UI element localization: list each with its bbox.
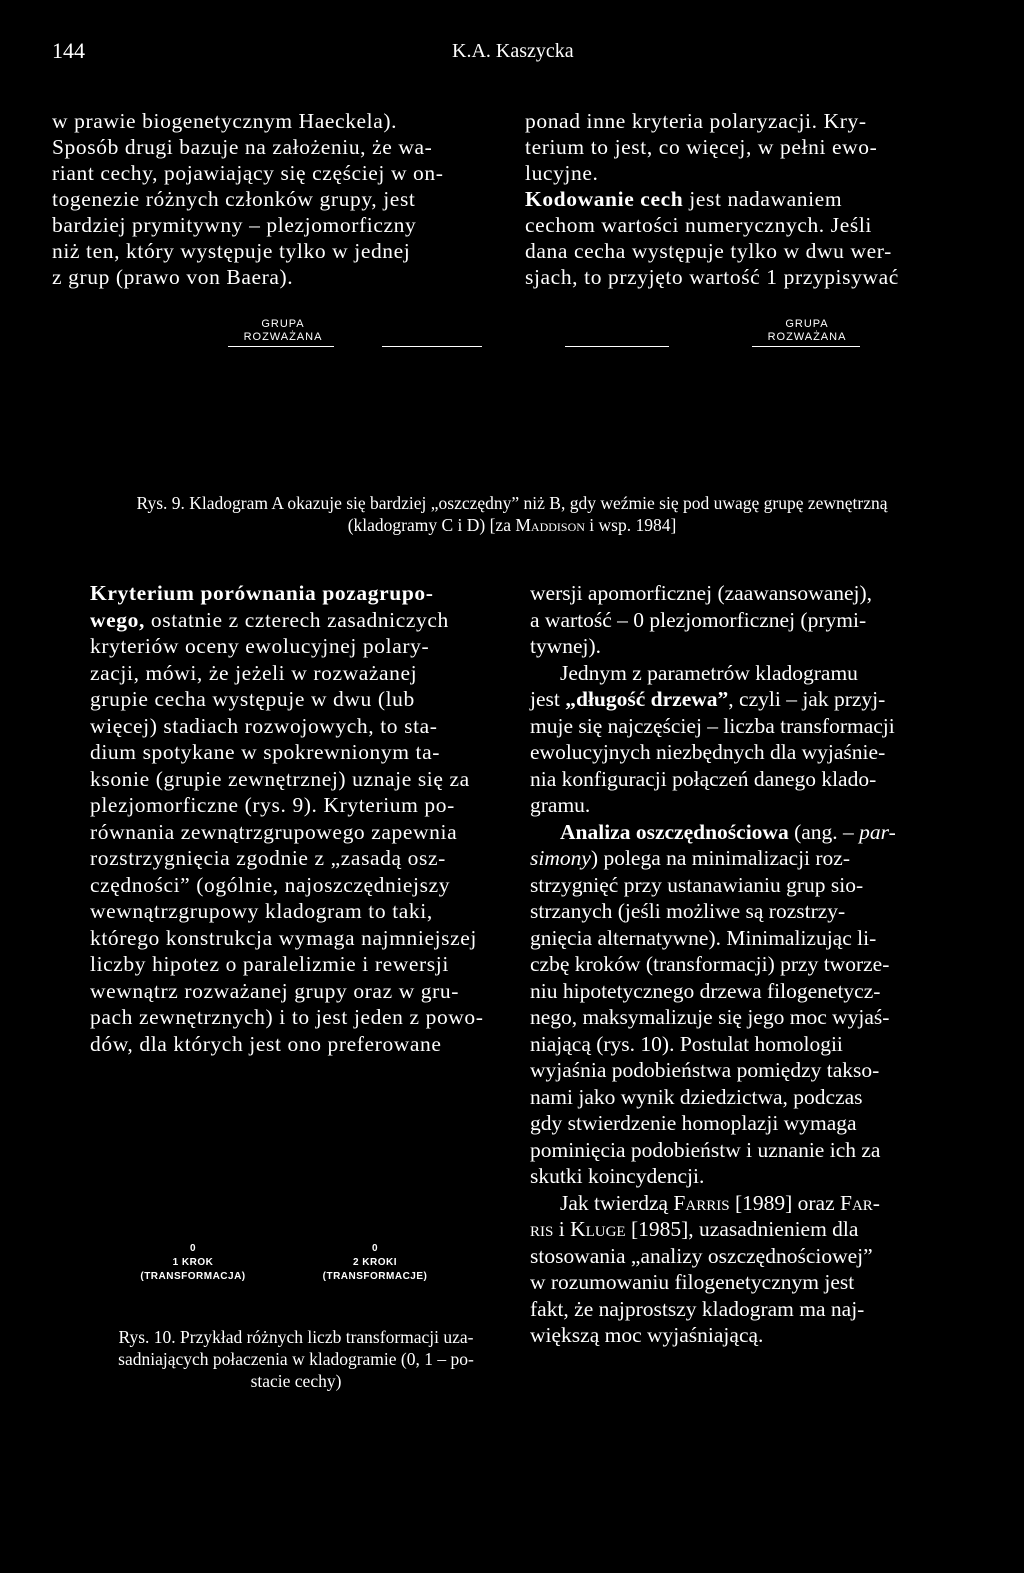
text-line: czbę kroków (transformacji) przy tworze-	[530, 952, 890, 976]
fig9-caption-line1: Rys. 9. Kladogram A okazuje się bardziej „oszczędny” niż B, gdy weźmie się pod uwagę grupę zewnętrzną	[136, 493, 888, 513]
text-line: niż ten, który występuje tylko w jednej	[52, 239, 411, 263]
fig9-label-left	[228, 318, 338, 344]
text-fragment: (ang. –	[788, 819, 860, 844]
text-line: rozstrzygnięcia zgodnie z „zasadą osz-	[90, 846, 446, 870]
fig10-caption-line: sadniających połaczenia w kladogramie (0, 1 – po-	[118, 1349, 474, 1369]
term-parsimony: par-	[859, 819, 896, 844]
text-line: kryteriów oceny ewolucyjnej polary-	[90, 634, 430, 658]
text-line: lucyjne.	[525, 161, 599, 185]
fig9-caption	[0, 492, 1024, 536]
text-line: ewolucyjnych niezbędnych dla wyjaśnie-	[530, 740, 886, 764]
text-line: gnięcia alternatywne). Minimalizując li-	[530, 925, 877, 950]
author-kluge: Kluge	[570, 1217, 626, 1241]
text-line: ponad inne kryteria polaryzacji. Kry-	[525, 109, 867, 133]
text-fragment: [1985], uzasadnieniem dla	[625, 1217, 859, 1241]
author-farris-2-cont: ris	[530, 1217, 554, 1241]
text-line: niu hipotetycznego drzewa filogenetycz-	[530, 978, 881, 1003]
fig9-label-right-line2: ROZWAŻANA	[767, 331, 847, 343]
text-line: grupie cecha występuje w dwu (lub	[90, 687, 415, 711]
text-line: liczby hipotez o paralelizmie i rewersji	[90, 952, 449, 976]
fig9-caption-line2	[0, 514, 1024, 536]
term-dlugosc-drzewa: „długość drzewa”	[565, 687, 729, 711]
fig10-left-steps: 1 KROK	[172, 1257, 214, 1268]
text-line: wyjaśnia podobieństwa pomiędzy takso-	[530, 1058, 880, 1082]
fig10-right-steps: 2 KROKI	[352, 1257, 398, 1268]
term-kryterium-porownania-cont: wego,	[90, 607, 145, 632]
text-line: wewnątrzgrupowy kladogram to taki,	[90, 899, 433, 923]
top-right-column	[525, 108, 973, 290]
text-line: gramu.	[530, 793, 591, 817]
text-line: fakt, że najprostszy kladogram ma naj-	[530, 1296, 865, 1321]
term-kodowanie-cech: Kodowanie cech	[525, 187, 684, 211]
text-line: pach zewnętrznych) i to jest jeden z powo-	[90, 1005, 484, 1029]
text-line: czędności” (ogólnie, najoszczędniejszy	[90, 872, 451, 897]
term-kryterium-porownania: Kryterium porównania pozagrupo-	[90, 581, 434, 605]
text-line: z grup (prawo von Baera).	[52, 265, 294, 289]
text-fragment: jest	[530, 687, 566, 711]
fig10-left-note: (TRANSFORMACJA)	[140, 1271, 246, 1282]
text-line: więcej) stadiach rozwojowych, to sta-	[90, 713, 438, 738]
text-line: którego konstrukcja wymaga najmniejszej	[90, 925, 477, 950]
term-analiza-oszczednosciowa: Analiza oszczędnościowa	[560, 819, 789, 844]
text-line: bardziej prymitywny – plezjomorficzny	[52, 213, 417, 237]
fig9-rule	[228, 346, 334, 347]
text-line: tywnej).	[530, 634, 602, 658]
text-line: riant cechy, pojawiający się częściej w on-	[52, 161, 444, 185]
text-line: strzanych (jeśli możliwe są rozstrzy-	[530, 899, 846, 923]
text-line: a wartość – 0 plezjomorficznej (prymi-	[530, 607, 867, 632]
fig10-left-zero: 0	[189, 1243, 197, 1254]
text-fragment: i wsp. 1984]	[584, 515, 677, 535]
text-line: nami jako wynik dziedzictwa, podczas	[530, 1084, 863, 1109]
text-fragment: [1989] oraz	[729, 1190, 841, 1215]
fig10-right-note: (TRANSFORMACJE)	[322, 1271, 428, 1282]
author-farris: Farris	[673, 1190, 730, 1215]
top-left-column	[52, 108, 500, 290]
text-line: plezjomorficzne (rys. 9). Kryterium po-	[90, 793, 455, 817]
text-line: strzygnięć przy ustanawianiu grup sio-	[530, 872, 864, 897]
text-line	[90, 580, 504, 607]
fig10-right-zero: 0	[371, 1243, 379, 1254]
fig9-label-left-line1: GRUPA	[261, 318, 305, 330]
fig9-label-right	[752, 318, 862, 344]
text-line	[530, 845, 978, 872]
text-line: równania zewnątrzgrupowego zapewnia	[90, 819, 458, 844]
text-fragment: (kladogramy C i D) [za	[347, 515, 516, 535]
fig9-rule	[382, 346, 482, 347]
text-line	[530, 819, 978, 846]
text-line: stosowania „analizy oszczędnościowej”	[530, 1243, 873, 1268]
text-fragment: , czyli – jak przyj-	[728, 687, 886, 711]
text-fragment: Jak twierdzą	[560, 1190, 674, 1215]
term-parsimony-cont: simony	[530, 846, 591, 870]
text-line: dów, dla których jest ono preferowane	[90, 1031, 442, 1056]
text-line: zacji, mówi, że jeżeli w rozważanej	[90, 660, 418, 685]
fig10-caption-line: stacie cechy)	[250, 1371, 342, 1391]
text-line: dana cecha występuje tylko w dwu wer-	[525, 239, 892, 263]
author-farris-2: Far-	[840, 1190, 880, 1215]
text-line: Sposób drugi bazuje na założeniu, że wa-	[52, 135, 433, 159]
text-line: skutki koincydencji.	[530, 1164, 705, 1188]
bottom-left-column	[90, 580, 504, 1057]
text-line	[530, 1216, 978, 1243]
text-line: wewnątrz rozważanej grupy oraz w gru-	[90, 978, 460, 1003]
text-fragment: ostatnie z czterech zasadniczych	[144, 607, 449, 632]
text-line	[530, 1190, 978, 1217]
text-line: w prawie biogenetycznym Haeckela).	[52, 109, 398, 133]
fig10-caption-line: Rys. 10. Przykład różnych liczb transformacji uza-	[118, 1327, 474, 1347]
text-line: gdy stwierdzenie homoplazji wymaga	[530, 1111, 857, 1135]
text-line: dium spotykane w spokrewnionym ta-	[90, 740, 441, 764]
page-number: 144	[52, 38, 85, 63]
text-line: terium to jest, co więcej, w pełni ewo-	[525, 135, 878, 159]
running-head: K.A. Kaszycka	[452, 40, 574, 62]
text-line: pominięcia podobieństw i uznanie ich za	[530, 1137, 881, 1162]
text-line: muje się najczęściej – liczba transformacji	[530, 713, 895, 738]
text-line: ksonie (grupie zewnętrznej) uznaje się za	[90, 766, 470, 791]
author-maddison: Maddison	[515, 515, 585, 535]
fig9-rule	[752, 346, 860, 347]
fig10-right-label	[300, 1242, 450, 1284]
text-fragment: i	[553, 1217, 571, 1241]
fig9-rule	[565, 346, 669, 347]
text-fragment: ) polega na minimalizacji roz-	[590, 846, 851, 870]
text-line: Jednym z parametrów kladogramu	[560, 660, 858, 685]
fig10-left-label	[118, 1242, 268, 1284]
text-line: w rozumowaniu filogenetycznym jest	[530, 1270, 855, 1294]
text-line	[530, 686, 978, 713]
fig9-label-right-line1: GRUPA	[785, 318, 829, 330]
text-line: wersji apomorficznej (zaawansowanej),	[530, 581, 873, 605]
text-line: większą moc wyjaśniającą.	[530, 1323, 764, 1347]
text-line: niającą (rys. 10). Postulat homologii	[530, 1031, 843, 1056]
text-line: togenezie różnych członków grupy, jest	[52, 187, 416, 211]
text-line: cechom wartości numerycznych. Jeśli	[525, 213, 872, 237]
text-line	[90, 607, 504, 634]
text-fragment: jest nadawaniem	[683, 187, 843, 211]
text-line: nego, maksymalizuje się jego moc wyjaś-	[530, 1005, 890, 1029]
fig9-label-left-line2: ROZWAŻANA	[243, 331, 323, 343]
bottom-right-column	[530, 580, 978, 1349]
text-line: sjach, to przyjęto wartość 1 przypisywać	[525, 265, 899, 289]
fig10-caption	[86, 1326, 506, 1392]
text-line: nia konfiguracji połączeń danego klado-	[530, 766, 877, 791]
text-line	[525, 186, 973, 212]
